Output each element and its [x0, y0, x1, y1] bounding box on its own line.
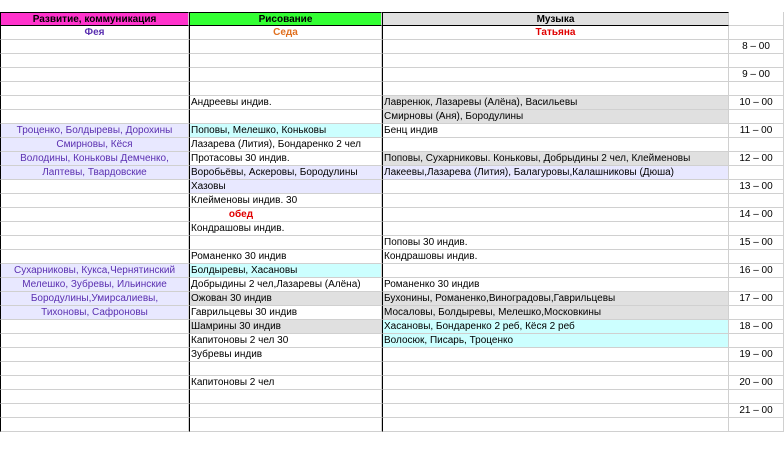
development-cell[interactable] — [0, 180, 189, 194]
drawing-cell[interactable] — [189, 236, 382, 250]
drawing-cell[interactable]: Романенко 30 индив — [189, 250, 382, 264]
drawing-cell[interactable]: Лазарева (Лития), Бондаренко 2 чел — [189, 138, 382, 152]
table-row — [0, 68, 784, 82]
development-cell[interactable] — [0, 334, 189, 348]
development-cell[interactable] — [0, 68, 189, 82]
development-cell[interactable] — [0, 82, 189, 96]
time-cell[interactable]: 8 – 00 — [729, 40, 784, 54]
table-row — [0, 334, 784, 348]
lunch-cell[interactable]: обед — [189, 208, 382, 222]
time-cell[interactable] — [729, 362, 784, 376]
time-cell[interactable]: 11 – 00 — [729, 124, 784, 138]
table-row — [0, 222, 784, 236]
development-cell[interactable] — [0, 348, 189, 362]
table-row — [0, 264, 784, 278]
music-cell[interactable] — [382, 376, 729, 390]
time-cell[interactable] — [729, 278, 784, 292]
development-cell[interactable] — [0, 96, 189, 110]
table-row — [0, 320, 784, 334]
drawing-cell[interactable]: Кондрашовы индив. — [189, 222, 382, 236]
music-cell[interactable]: Смирновы (Аня), Бородулины — [382, 110, 729, 124]
time-cell[interactable]: 9 – 00 — [729, 68, 784, 82]
table-row — [0, 404, 784, 418]
music-cell[interactable]: Хасановы, Бондаренко 2 реб, Кёся 2 реб — [382, 320, 729, 334]
time-cell[interactable] — [729, 194, 784, 208]
drawing-cell[interactable]: Ожован 30 индив — [189, 292, 382, 306]
drawing-cell[interactable] — [189, 390, 382, 404]
drawing-cell[interactable]: Хазовы — [189, 180, 382, 194]
drawing-cell[interactable]: Шамрины 30 индив — [189, 320, 382, 334]
development-cell[interactable]: Лаптевы, Твардовские — [0, 166, 189, 180]
music-cell[interactable]: Поповы 30 индив. — [382, 236, 729, 250]
drawing-cell[interactable]: Капитоновы 2 чел 30 — [189, 334, 382, 348]
table-row — [0, 180, 784, 194]
drawing-cell[interactable]: Андреевы индив. — [189, 96, 382, 110]
development-cell[interactable]: Володины, Коньковы Демченко, — [0, 152, 189, 166]
time-cell[interactable] — [729, 110, 784, 124]
time-cell[interactable] — [729, 82, 784, 96]
time-cell[interactable] — [729, 138, 784, 152]
music-cell[interactable]: Романенко 30 индив — [382, 278, 729, 292]
table-row — [0, 152, 784, 166]
music-cell[interactable]: Бенц индив — [382, 124, 729, 138]
drawing-cell[interactable]: Капитоновы 2 чел — [189, 376, 382, 390]
music-cell[interactable] — [382, 68, 729, 82]
table-row — [0, 82, 784, 96]
music-cell[interactable] — [382, 208, 729, 222]
drawing-cell[interactable]: Воробьёвы, Аскеровы, Бородулины — [189, 166, 382, 180]
table-row — [0, 236, 784, 250]
development-cell[interactable] — [0, 236, 189, 250]
music-cell[interactable]: Лавренюк, Лазаревы (Алёна), Васильевы — [382, 96, 729, 110]
table-row — [0, 54, 784, 68]
music-cell[interactable]: Волосюк, Писарь, Троценко — [382, 334, 729, 348]
drawing-cell[interactable]: Болдыревы, Хасановы — [189, 264, 382, 278]
time-cell[interactable]: 13 – 00 — [729, 180, 784, 194]
development-cell[interactable] — [0, 320, 189, 334]
development-cell[interactable]: Троценко, Болдыревы, Дорохины — [0, 124, 189, 138]
drawing-cell[interactable]: Гаврильцевы 30 индив — [189, 306, 382, 320]
header-row — [0, 12, 784, 26]
drawing-cell[interactable]: Добрыдины 2 чел,Лазаревы (Алёна) — [189, 278, 382, 292]
header-music[interactable]: Музыка — [382, 12, 729, 26]
development-cell[interactable] — [0, 390, 189, 404]
development-cell[interactable]: Сухарниковы, Кукса,Чернятинский — [0, 264, 189, 278]
time-cell[interactable]: 16 – 00 — [729, 264, 784, 278]
development-cell[interactable] — [0, 40, 189, 54]
time-cell[interactable] — [729, 54, 784, 68]
table-row — [0, 348, 784, 362]
table-row — [0, 390, 784, 404]
music-cell[interactable] — [382, 264, 729, 278]
teacher-row — [0, 26, 784, 40]
time-cell[interactable]: 18 – 00 — [729, 320, 784, 334]
development-cell[interactable] — [0, 418, 189, 432]
music-cell[interactable] — [382, 418, 729, 432]
development-cell[interactable]: Смирновы, Кёся — [0, 138, 189, 152]
table-row — [0, 278, 784, 292]
drawing-cell[interactable] — [189, 418, 382, 432]
development-cell[interactable] — [0, 54, 189, 68]
table-row — [0, 208, 784, 222]
development-cell[interactable] — [0, 222, 189, 236]
drawing-cell[interactable] — [189, 404, 382, 418]
time-cell[interactable] — [729, 334, 784, 348]
drawing-cell[interactable]: Поповы, Мелешко, Коньковы — [189, 124, 382, 138]
table-row — [0, 110, 784, 124]
development-cell[interactable] — [0, 404, 189, 418]
header-time-empty[interactable] — [729, 12, 784, 26]
music-cell[interactable] — [382, 362, 729, 376]
music-cell[interactable] — [382, 404, 729, 418]
music-cell[interactable] — [382, 82, 729, 96]
teacher-music[interactable]: Татьяна — [382, 26, 729, 40]
development-cell[interactable]: Бородулины,Умирсалиевы, — [0, 292, 189, 306]
time-cell[interactable]: 21 – 00 — [729, 404, 784, 418]
music-cell[interactable] — [382, 348, 729, 362]
table-row — [0, 40, 784, 54]
time-cell[interactable] — [729, 418, 784, 432]
table-row — [0, 306, 784, 320]
music-cell[interactable] — [382, 222, 729, 236]
time-cell[interactable]: 20 – 00 — [729, 376, 784, 390]
music-cell[interactable] — [382, 390, 729, 404]
header-drawing[interactable]: Рисование — [189, 12, 382, 26]
time-cell[interactable] — [729, 306, 784, 320]
time-cell[interactable] — [729, 390, 784, 404]
development-cell[interactable]: Мелешко, Зубревы, Ильинские — [0, 278, 189, 292]
music-cell[interactable]: Кондрашовы индив. — [382, 250, 729, 264]
table-row — [0, 138, 784, 152]
drawing-cell[interactable] — [189, 110, 382, 124]
time-cell[interactable]: 12 – 00 — [729, 152, 784, 166]
table-row — [0, 250, 784, 264]
table-row — [0, 96, 784, 110]
music-cell[interactable] — [382, 138, 729, 152]
drawing-cell[interactable]: Клейменовы индив. 30 — [189, 194, 382, 208]
time-cell[interactable]: 17 – 00 — [729, 292, 784, 306]
development-cell[interactable] — [0, 194, 189, 208]
music-cell[interactable]: Мосаловы, Болдыревы, Мелешко,Московкины — [382, 306, 729, 320]
time-cell[interactable] — [729, 222, 784, 236]
time-cell[interactable] — [729, 250, 784, 264]
development-cell[interactable] — [0, 376, 189, 390]
header-development[interactable]: Развитие, коммуникация — [0, 12, 189, 26]
development-cell[interactable] — [0, 110, 189, 124]
music-cell[interactable]: Бухонины, Романенко,Виноградовы,Гаврильцевы — [382, 292, 729, 306]
table-row — [0, 418, 784, 432]
time-cell[interactable]: 15 – 00 — [729, 236, 784, 250]
table-row — [0, 292, 784, 306]
table-row — [0, 194, 784, 208]
drawing-cell[interactable]: Протасовы 30 индив. — [189, 152, 382, 166]
music-cell[interactable] — [382, 194, 729, 208]
teacher-drawing[interactable]: Седа — [189, 26, 382, 40]
teacher-time-empty[interactable] — [729, 26, 784, 40]
music-cell[interactable]: Поповы, Сухарниковы. Коньковы, Добрыдины 2 чел, Клейменовы — [382, 152, 729, 166]
drawing-cell[interactable] — [189, 82, 382, 96]
drawing-cell[interactable] — [189, 40, 382, 54]
time-cell[interactable]: 19 – 00 — [729, 348, 784, 362]
time-cell[interactable] — [729, 166, 784, 180]
development-cell[interactable] — [0, 208, 189, 222]
teacher-development[interactable]: Фея — [0, 26, 189, 40]
development-cell[interactable] — [0, 250, 189, 264]
table-row — [0, 362, 784, 376]
development-cell[interactable] — [0, 362, 189, 376]
drawing-cell[interactable] — [189, 68, 382, 82]
music-cell[interactable] — [382, 40, 729, 54]
drawing-cell[interactable] — [189, 362, 382, 376]
drawing-cell[interactable]: Зубревы индив — [189, 348, 382, 362]
table-row — [0, 376, 784, 390]
table-row — [0, 124, 784, 138]
music-cell[interactable]: Лакеевы,Лазарева (Лития), Балагуровы,Калашниковы (Дюша) — [382, 166, 729, 180]
drawing-cell[interactable] — [189, 54, 382, 68]
music-cell[interactable] — [382, 54, 729, 68]
development-cell[interactable]: Тихоновы, Сафроновы — [0, 306, 189, 320]
time-cell[interactable]: 14 – 00 — [729, 208, 784, 222]
music-cell[interactable] — [382, 180, 729, 194]
table-row — [0, 166, 784, 180]
time-cell[interactable]: 10 – 00 — [729, 96, 784, 110]
